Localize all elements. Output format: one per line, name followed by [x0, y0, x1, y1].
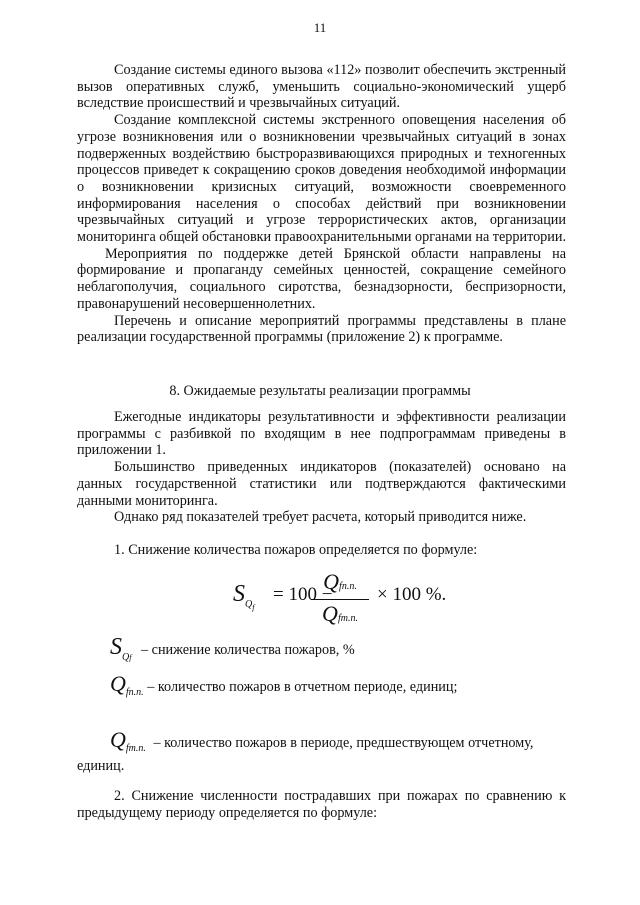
- formula-tail: × 100 %.: [377, 584, 447, 605]
- definition-q-previous-cont: единиц.: [77, 758, 125, 774]
- formula-eq: = 100 −: [273, 584, 333, 605]
- paragraph-formula-1-intro: 1. Снижение количества пожаров определяется по формуле:: [114, 541, 478, 558]
- paragraph-indicators: Ежегодные индикаторы результативности и эффективности реализации программы с разбивкой по входящим в нее подпрограммам приведены в приложении 1.: [77, 409, 566, 459]
- paragraph-children-support: Мероприятия по поддержке детей Брянской области направлены на формирование и пропаганду семейных ценностей, сокращение семейного неблагополучия, социального сиротства, безнадзорности, беспризорности, правонарушений несовершеннолетних.: [77, 245, 566, 312]
- formula-numerator: Qfn.п.: [323, 569, 357, 594]
- fire-reduction-formula: [233, 569, 473, 631]
- paragraph-112: Создание системы единого вызова «112» позволит обеспечить экстренный вызов оперативных служб, уменьшить социально-экономический ущерб вследствие происшествий и чрезвычайных ситуаций.: [77, 62, 566, 112]
- formula-lhs: $S_{Q_f}$: [233, 581, 255, 612]
- paragraph-calculation: Однако ряд показателей требует расчета, который приводится ниже.: [114, 509, 527, 526]
- paragraph-plan-reference: Перечень и описание мероприятий программы представлены в плане реализации государственной программы (приложение 2) к программе.: [77, 312, 566, 346]
- formula-denominator: Qfm.п.: [322, 601, 358, 626]
- paragraph-formula-2-intro: 2. Снижение численности пострадавших при пожарах по сравнению к предыдущему периоду определяется по формуле:: [77, 788, 566, 821]
- definition-s: $S_{Qf}$ – снижение количества пожаров, %: [110, 634, 355, 663]
- section-heading: 8. Ожидаемые результаты реализации программы: [169, 383, 471, 399]
- definition-q-current: $Q_{fn.п.}$ – количество пожаров в отчетном периоде, единиц;: [110, 671, 458, 698]
- formula-2-intro: [77, 788, 566, 821]
- page-number: 11: [313, 20, 327, 35]
- paragraph-statistics: Большинство приведенных индикаторов (показателей) основано на данных государственной статистики или подтверждаются фактическими данными мониторинга.: [77, 459, 566, 509]
- fraction-bar: [311, 599, 369, 600]
- paragraph-warning-system: Создание комплексной системы экстренного оповещения населения об угрозе возникновения или о возникновении чрезвычайных ситуаций в зонах подверженных воздействию быстроразвивающихся природных и техногенных процессов приведет к сокращению сроков доведения необходимой информации о возникновении кризисных ситуаций, возможности своевременного информирования населения о способах действий при возникновении чрезвычайных ситуаций и угрозе террористических актов, организации мониторинга общей обстановки правоохранительными органами на территории.: [77, 112, 567, 246]
- section-paragraphs: [77, 409, 566, 559]
- intro-paragraphs: [77, 62, 566, 346]
- definition-q-previous: $Q_{fm.п.}$ – количество пожаров в периоде, предшествующем отчетному,: [110, 727, 534, 754]
